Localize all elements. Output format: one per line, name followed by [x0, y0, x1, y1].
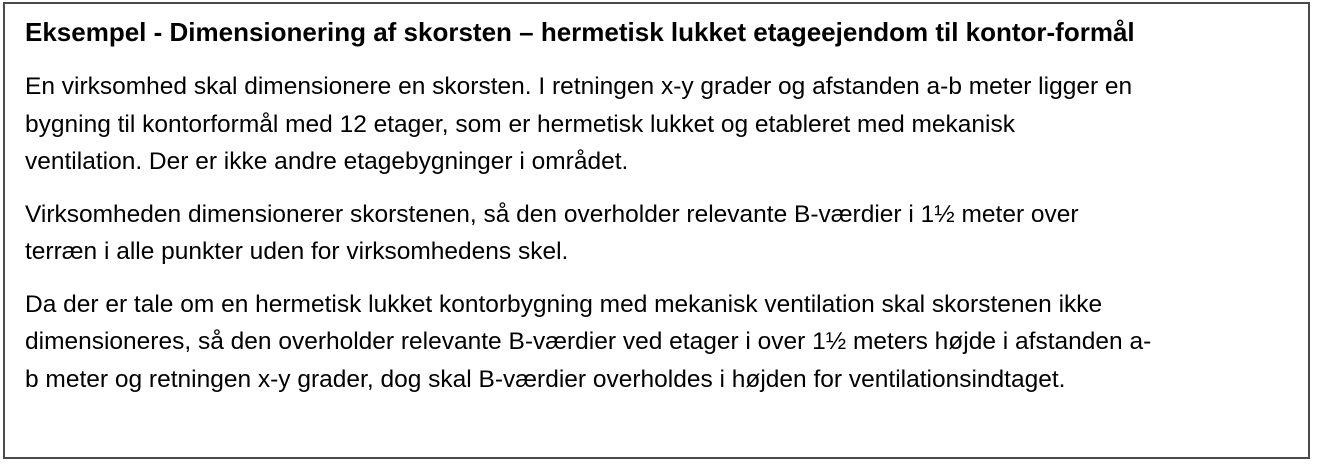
paragraph-line: terræn i alle punkter uden for virksomhedens skel. [25, 238, 569, 265]
paragraph-line: dimensioneres, så den overholder relevante B-værdier ved etager i over 1½ meters højde i afstanden a- [25, 328, 1152, 355]
paragraph-line: bygning til kontorformål med 12 etager, som er hermetisk lukket og etableret med mekanisk [25, 110, 1016, 138]
example-box [3, 2, 1310, 459]
paragraph-line: b meter og retningen x-y grader, dog skal B-værdier overholdes i højden for ventilationsindtaget. [25, 365, 1066, 393]
paragraph-2 [25, 196, 1288, 271]
example-title: Eksempel - Dimensionering af skorsten – hermetisk lukket etageejendom til kontor-formål [25, 17, 1135, 47]
paragraph-line: ventilation. Der er ikke andre etagebygninger i området. [25, 148, 629, 175]
paragraph-1 [25, 68, 1288, 181]
paragraph-line: En virksomhed skal dimensionere en skorsten. I retningen x-y grader og afstanden a-b meter ligger en [25, 73, 1133, 100]
paragraph-3 [25, 286, 1288, 399]
paragraph-line: Da der er tale om en hermetisk lukket kontorbygning med mekanisk ventilation skal skorstenen ikke [25, 290, 1103, 318]
paragraph-line: Virksomheden dimensionerer skorstenen, så den overholder relevante B-værdier i 1½ meter over [25, 200, 1079, 228]
